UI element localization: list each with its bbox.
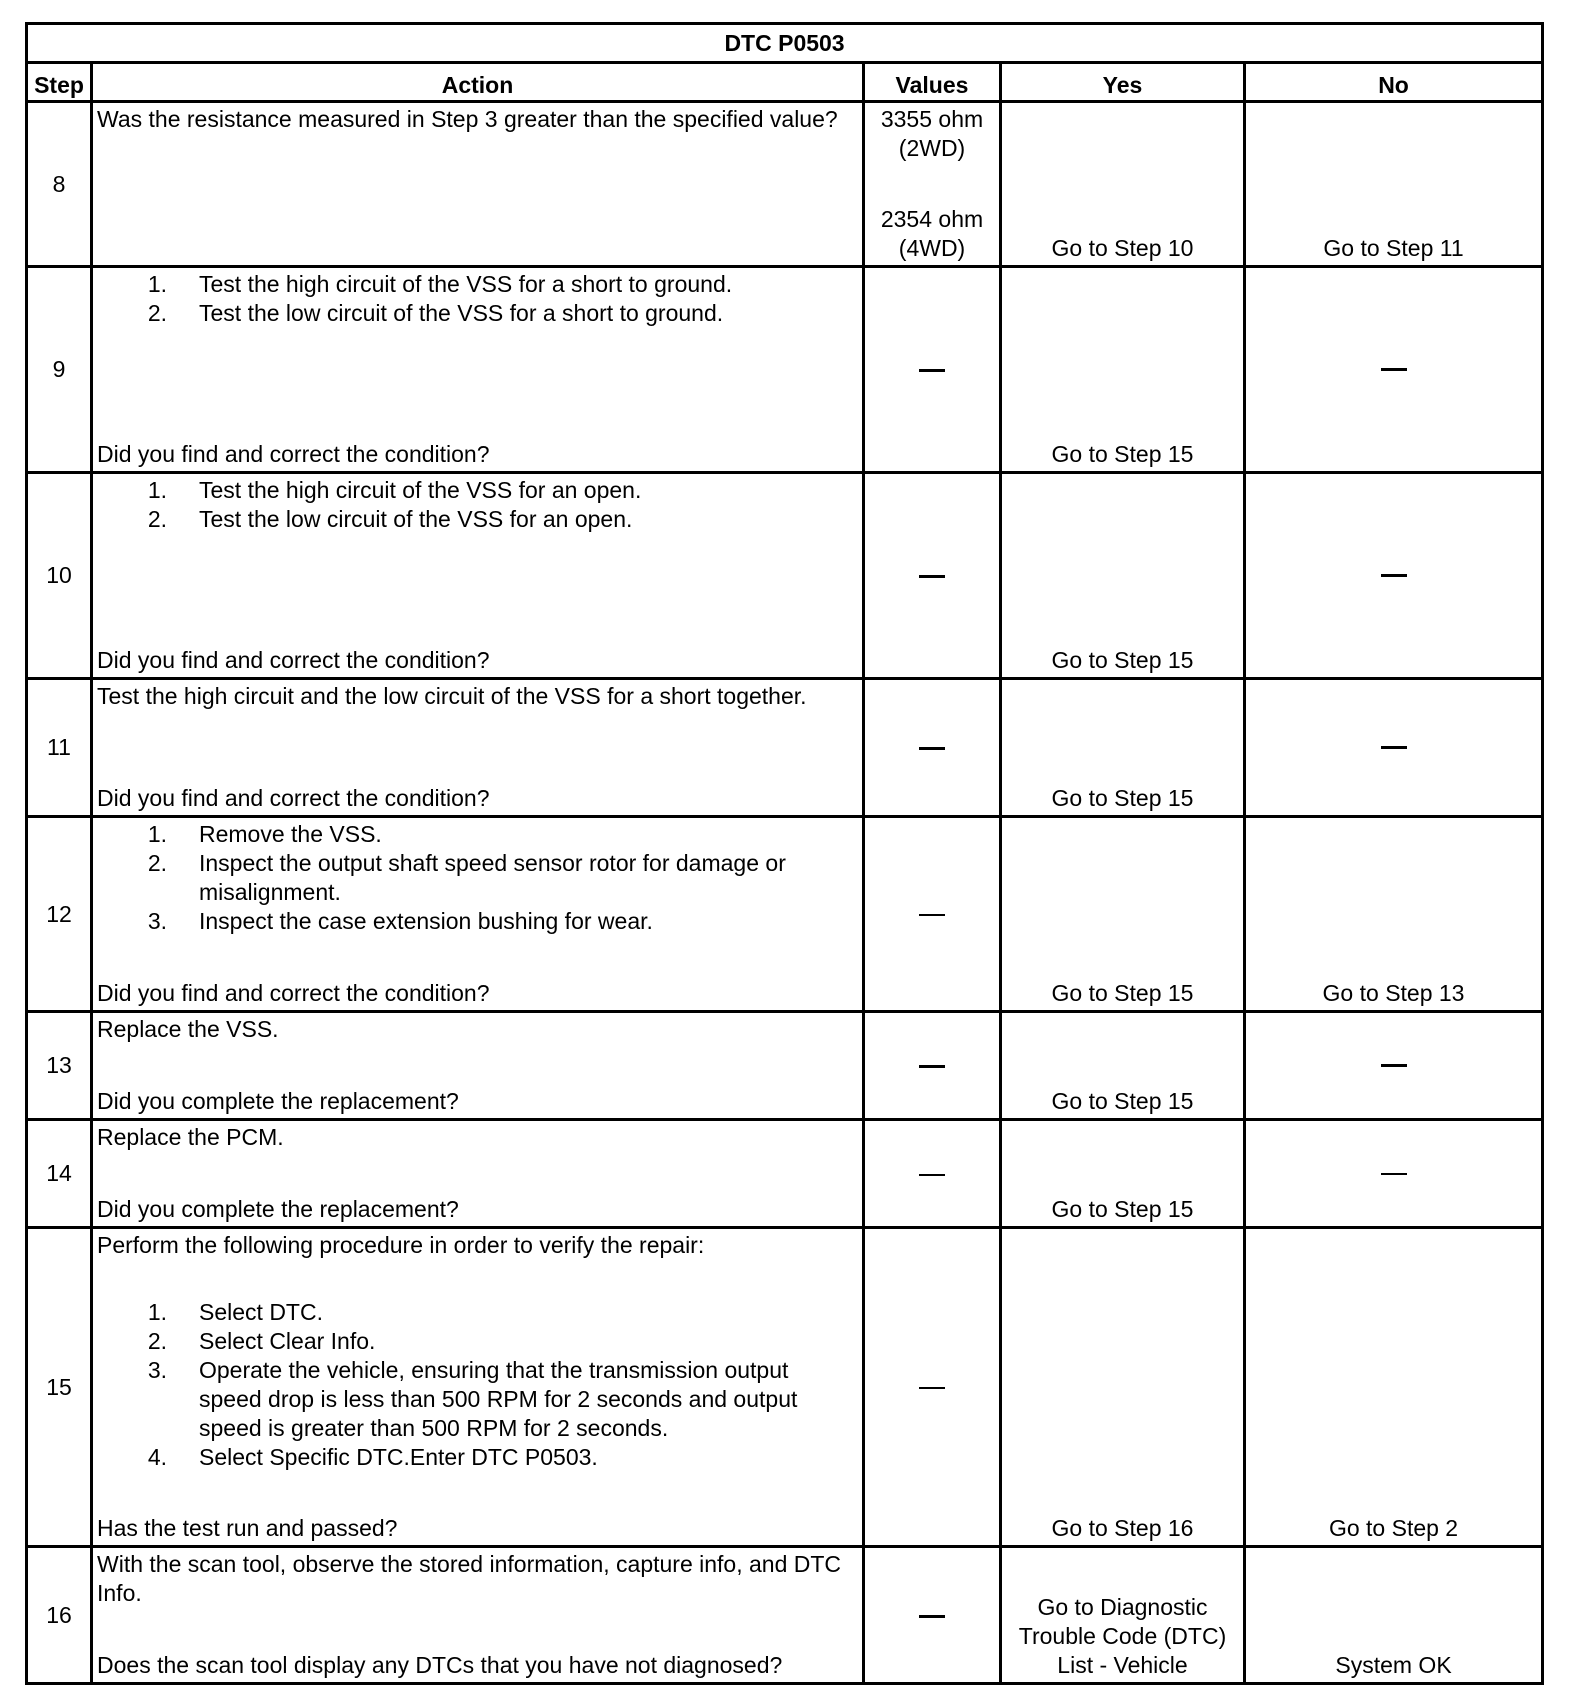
action-cell <box>92 679 864 817</box>
step-number: 14 <box>27 1120 92 1228</box>
dtc-table <box>25 22 1544 1685</box>
yes-cell: Go to Step 15 <box>1001 679 1245 817</box>
action-cell <box>92 102 864 267</box>
step-list <box>97 1298 856 1472</box>
yes-cell: Go to Diagnostic Trouble Code (DTC) List - Vehicle <box>1001 1547 1245 1684</box>
step-number: 12 <box>27 817 92 1012</box>
header-no: No <box>1245 63 1543 102</box>
values-cell <box>864 1547 1001 1684</box>
table-row <box>27 473 1543 679</box>
question-text: Did you find and correct the condition? <box>97 785 490 811</box>
header-row <box>27 63 1543 102</box>
step-list <box>97 820 856 936</box>
yes-cell: Go to Step 15 <box>1001 817 1245 1012</box>
action-text: Was the resistance measured in Step 3 greater than the specified value? <box>97 106 838 132</box>
dash-icon <box>1381 1064 1407 1067</box>
list-item: 2. Select Clear Info. <box>147 1328 376 1354</box>
step-list <box>97 270 856 328</box>
values-cell <box>864 267 1001 473</box>
no-cell: Go to Step 11 <box>1245 102 1543 267</box>
yes-cell: Go to Step 15 <box>1001 1012 1245 1120</box>
dash-icon <box>1381 368 1407 371</box>
yes-cell: Go to Step 15 <box>1001 267 1245 473</box>
list-item: 1. Test the high circuit of the VSS for a short to ground. <box>147 271 733 297</box>
list-item: 3. Operate the vehicle, ensuring that the transmission output speed drop is less than 500 RPM for 2 seconds and output speed is greater than 500 RPM for 2 seconds. <box>147 1357 798 1441</box>
list-item: 2. Test the low circuit of the VSS for a short to ground. <box>147 300 724 326</box>
header-yes: Yes <box>1001 63 1245 102</box>
no-cell <box>1245 1012 1543 1120</box>
step-number: 15 <box>27 1228 92 1547</box>
question-text: Did you complete the replacement? <box>97 1196 459 1222</box>
values-cell <box>864 1012 1001 1120</box>
question-text: Did you find and correct the condition? <box>97 647 490 673</box>
value-2wd: 3355 ohm (2WD) <box>880 106 984 161</box>
question-text: Did you complete the replacement? <box>97 1088 459 1114</box>
yes-cell: Go to Step 15 <box>1001 473 1245 679</box>
list-item: 2. Test the low circuit of the VSS for an open. <box>147 506 633 532</box>
action-cell <box>92 1228 864 1547</box>
question-text: Has the test run and passed? <box>97 1515 398 1541</box>
action-text: Replace the VSS. <box>97 1016 279 1042</box>
list-item: 1. Remove the VSS. <box>147 821 382 847</box>
table-row <box>27 679 1543 817</box>
step-number: 9 <box>27 267 92 473</box>
dash-icon <box>1381 1173 1407 1175</box>
dash-icon <box>1381 746 1407 749</box>
action-text: With the scan tool, observe the stored information, capture info, and DTC Info. <box>97 1551 842 1606</box>
step-number: 8 <box>27 102 92 267</box>
step-number: 13 <box>27 1012 92 1120</box>
question-text: Does the scan tool display any DTCs that you have not diagnosed? <box>97 1652 783 1678</box>
step-list <box>97 476 856 534</box>
list-item: 4. Select Specific DTC.Enter DTC P0503. <box>147 1444 598 1470</box>
yes-cell: Go to Step 10 <box>1001 102 1245 267</box>
action-text: Replace the PCM. <box>97 1124 284 1150</box>
action-cell <box>92 473 864 679</box>
step-number: 11 <box>27 679 92 817</box>
yes-cell: Go to Step 15 <box>1001 1120 1245 1228</box>
action-text: Perform the following procedure in order to verify the repair: <box>97 1232 705 1258</box>
dash-icon <box>919 575 945 578</box>
table-row <box>27 1547 1543 1684</box>
value-4wd: 2354 ohm (4WD) <box>880 206 984 261</box>
no-cell <box>1245 1120 1543 1228</box>
dash-icon <box>919 914 945 916</box>
action-cell <box>92 1120 864 1228</box>
dash-icon <box>1381 574 1407 577</box>
no-cell <box>1245 679 1543 817</box>
action-text: Test the high circuit and the low circuit of the VSS for a short together. <box>97 683 807 709</box>
header-values: Values <box>864 63 1001 102</box>
question-text: Did you find and correct the condition? <box>97 441 490 467</box>
dash-icon <box>919 747 945 750</box>
values-cell <box>864 679 1001 817</box>
table-row <box>27 1012 1543 1120</box>
values-cell <box>864 1120 1001 1228</box>
dash-icon <box>919 1615 945 1618</box>
no-cell: System OK <box>1245 1547 1543 1684</box>
dash-icon <box>919 1065 945 1068</box>
header-action: Action <box>92 63 864 102</box>
action-cell <box>92 817 864 1012</box>
values-cell <box>864 473 1001 679</box>
action-cell <box>92 1547 864 1684</box>
no-cell <box>1245 267 1543 473</box>
question-text: Did you find and correct the condition? <box>97 980 490 1006</box>
no-cell <box>1245 473 1543 679</box>
dash-icon <box>919 1174 945 1176</box>
values-cell <box>864 1228 1001 1547</box>
dash-icon <box>919 369 945 372</box>
values-cell <box>864 102 1001 267</box>
list-item: 3. Inspect the case extension bushing for wear. <box>147 908 653 934</box>
table-row <box>27 267 1543 473</box>
table-row <box>27 1228 1543 1547</box>
no-cell: Go to Step 2 <box>1245 1228 1543 1547</box>
values-cell <box>864 817 1001 1012</box>
step-number: 10 <box>27 473 92 679</box>
dash-icon <box>919 1387 945 1389</box>
action-cell <box>92 1012 864 1120</box>
table-title: DTC P0503 <box>27 24 1543 63</box>
no-cell: Go to Step 13 <box>1245 817 1543 1012</box>
list-item: 1. Test the high circuit of the VSS for an open. <box>147 477 642 503</box>
table-row <box>27 1120 1543 1228</box>
yes-cell: Go to Step 16 <box>1001 1228 1245 1547</box>
table-row <box>27 817 1543 1012</box>
action-cell <box>92 267 864 473</box>
header-step: Step <box>27 63 92 102</box>
table-row <box>27 102 1543 267</box>
list-item: 1. Select DTC. <box>147 1299 323 1325</box>
step-number: 16 <box>27 1547 92 1684</box>
list-item: 2. Inspect the output shaft speed sensor rotor for damage or misalignment. <box>147 850 786 905</box>
